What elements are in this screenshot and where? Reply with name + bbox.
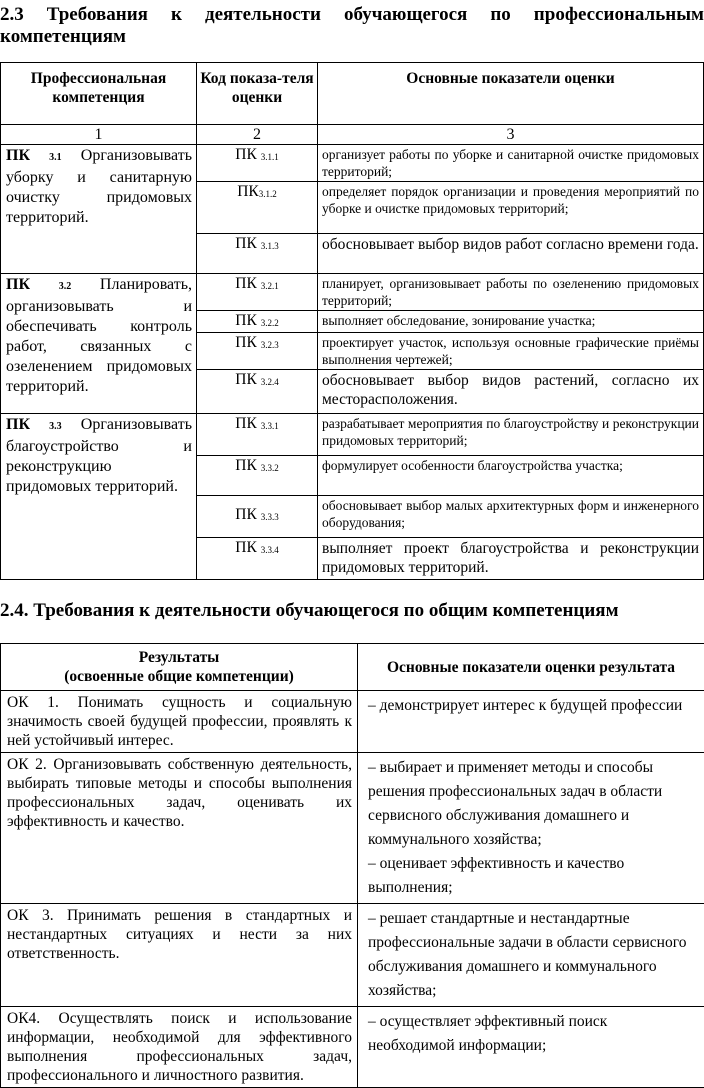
indicator-cell [358,904,704,1007]
table-row [1,904,704,1007]
table-row [1,274,704,311]
general-competencies-table [0,643,704,1088]
indicator-text: проектирует участок, используя основные графические приёмы выполнения чертежей; [318,333,704,370]
header-competence: Профессиональная компетенция [1,63,197,125]
table-row [1,691,704,753]
table-header-row [1,63,704,125]
section-heading-general: 2.4. Требования к деятельности обучающегося по общим компетенциям [0,600,704,622]
indicator-code: ПК $_{3.1.3}$ [197,234,318,274]
indicator-text: обосновывает выбор видов растений, согласно их месторасположения. [318,370,704,414]
indicator-item: – демонстрирует интерес к будущей профессии [368,694,696,718]
indicator-code: ПК $_{3.2.3}$ [197,333,318,370]
indicator-text: обосновывает выбор видов работ согласно времени года. [318,234,704,274]
indicator-item: – оценивает эффективность и качество выполнения; [368,852,696,900]
indicator-code: ПК $_{3.2.1}$ [197,274,318,311]
table-header-row [1,644,704,691]
competence-ok-3: ОК 3. Принимать решения в стандартных и нестандартных ситуациях и нести за них ответственность. [1,904,358,1007]
indicator-cell [358,753,704,904]
indicator-text: организует работы по уборке и санитарной очистке придомовых территорий; [318,145,704,182]
competence-ok-2: ОК 2. Организовывать собственную деятельность, выбирать типовые методы и способы выполнения профессиональных задач, оценивать их эффективность и качество. [1,753,358,904]
indicator-code: $ПК_{3.1.2}$ [197,182,318,234]
table-row [1,753,704,904]
competence-pk-3-1: ПК 3.1 Организовывать уборку и санитарную очистку придомовых территорий. [1,145,197,274]
table-row [1,1007,704,1088]
indicator-code: ПК $_{3.3.1}$ [197,414,318,456]
header-results-line1: Результаты [1,648,357,667]
indicator-code: ПК $_{3.2.4}$ [197,370,318,414]
indicator-code: ПК $_{3.3.3}$ [197,496,318,538]
header-results-line2: (освоенные общие компетенции) [1,667,357,686]
indicator-code: ПК $_{3.2.2}$ [197,311,318,333]
indicator-item: – осуществляет эффективный поиск необходимой информации; [368,1010,696,1058]
indicator-text: планирует, организовывает работы по озеленению придомовых территорий; [318,274,704,311]
header-code: Код показа-теля оценки [197,63,318,125]
indicator-text: обосновывает выбор малых архитектурных форм и инженерного оборудования; [318,496,704,538]
table-row [1,414,704,456]
professional-competencies-table [0,62,704,580]
indicator-cell [358,691,704,753]
indicator-text: формулирует особенности благоустройства участка; [318,456,704,496]
indicator-item: – выбирает и применяет методы и способы решения профессиональных задач в области сервисного обслуживания домашнего и коммунального хозяйства; [368,756,696,852]
column-number: 3 [318,125,704,145]
indicator-cell [358,1007,704,1088]
indicator-code: ПК $_{3.3.4}$ [197,538,318,580]
indicator-text: разрабатывает мероприятия по благоустройству и реконструкции придомовых территорий; [318,414,704,456]
header-indicators: Основные показатели оценки [318,63,704,125]
competence-ok-1: ОК 1. Понимать сущность и социальную значимость своей будущей профессии, проявлять к ней устойчивый интерес. [1,691,358,753]
section-heading-professional: 2.3 Требования к деятельности обучающегося по профессиональным компетенциям [0,4,704,48]
competence-pk-3-2: ПК 3.2 Планировать, организовывать и обеспечивать контроль работ, связанных с озеленением придомовых территорий. [1,274,197,414]
indicator-text: определяет порядок организации и проведения мероприятий по уборке и очистке придомовых территорий; [318,182,704,234]
header-results [1,644,358,691]
indicator-text: выполняет обследование, зонирование участка; [318,311,704,333]
table-row [1,145,704,182]
indicator-code: ПК $_{3.1.1}$ [197,145,318,182]
indicator-code: ПК $_{3.3.2}$ [197,456,318,496]
header-result-indicators: Основные показатели оценки результата [358,644,704,691]
column-number: 1 [1,125,197,145]
competence-ok-4: ОК4. Осуществлять поиск и использование информации, необходимой для эффективного выполнения профессиональных задач, профессионального и личностного развития. [1,1007,358,1088]
column-number-row [1,125,704,145]
competence-pk-3-3: ПК 3.3 Организовывать благоустройство и реконструкцию придомовых территорий. [1,414,197,580]
indicator-item: – решает стандартные и нестандартные профессиональные задачи в области сервисного обслуживания домашнего и коммунального хозяйства; [368,907,696,1003]
indicator-text: выполняет проект благоустройства и реконструкции придомовых территорий. [318,538,704,580]
column-number: 2 [197,125,318,145]
